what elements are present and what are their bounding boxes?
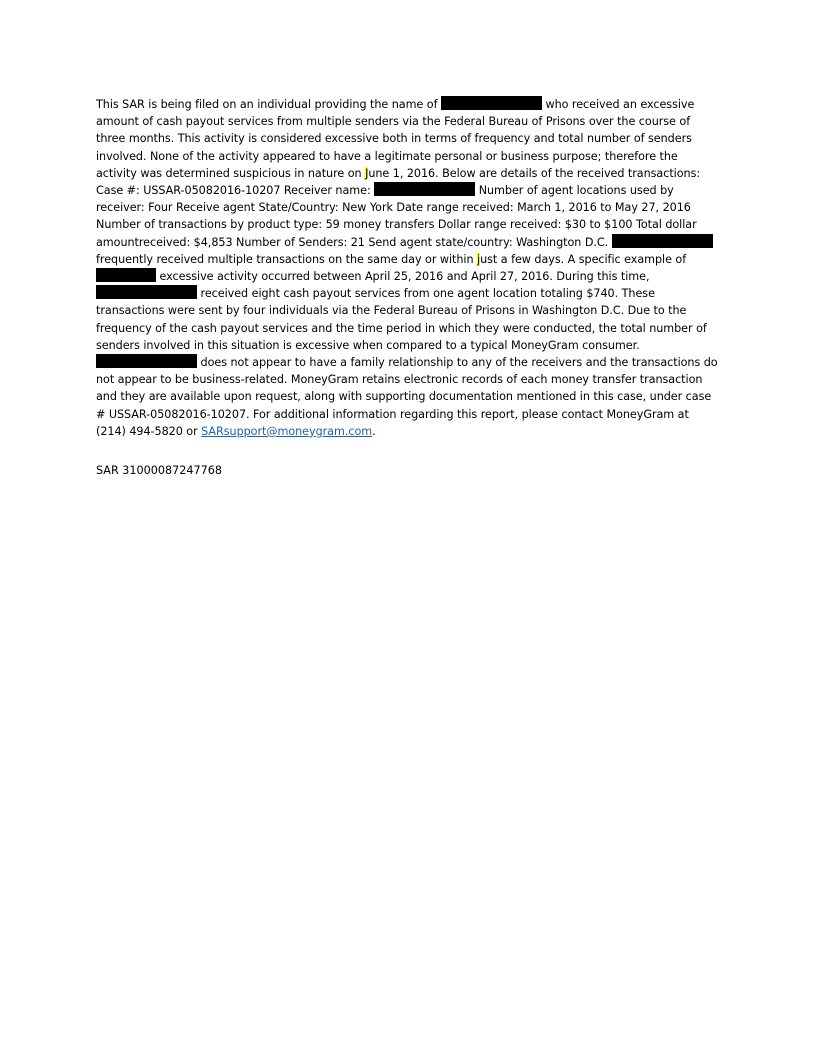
narrative-text-9: does not appear to have a family relationship to any of the receivers and the transactions do not appear to be business-related. MoneyGram retains electronic records of each money transfer transaction and they are available upon request, along with supporting documentation mentioned in this case, under case # USSAR-05082016-10207. For additional information regarding this report, please contact MoneyGram at (214) 494-5820 or	[96, 356, 718, 438]
email-link[interactable]: SARsupport@moneygram.com	[201, 424, 373, 438]
redaction-bar	[441, 96, 542, 110]
redaction-bar	[96, 285, 197, 299]
narrative-text-6: ust a few days. A specific example of	[480, 252, 687, 266]
redaction-bar	[96, 354, 197, 368]
narrative-text-8: received eight cash payout services from one agent location totaling $740. These transactions were sent by four individuals via the Federal Bureau of Prisons in Washington D.C. Due to the frequency of the cash payout services and the time period in which they were conducted, the total number of senders involved in this situation is excessive when compared to a typical MoneyGram consumer.	[96, 287, 707, 352]
narrative-text-7: excessive activity occurred between April 25, 2016 and April 27, 2016. During this time,	[159, 270, 650, 284]
narrative-text-3: une 1, 2016. Below are details of the received transactions: Case #: USSAR-05082016-10207 Receiver name:	[96, 166, 701, 198]
redaction-bar	[374, 182, 475, 196]
redaction-bar	[612, 234, 713, 248]
sar-narrative	[96, 96, 718, 440]
redaction-bar	[96, 268, 156, 282]
highlighted-letter: j	[477, 252, 481, 266]
highlighted-letter: J	[365, 166, 369, 180]
narrative-end: .	[372, 424, 376, 438]
narrative-text-1: This SAR is being filed on an individual providing the name of	[96, 98, 438, 111]
sar-number: SAR 31000087247768	[96, 464, 222, 477]
narrative-text-2: who received an excessive amount of cash payout services from multiple senders via the Federal Bureau of Prisons over the course of three months. This activity is considered excessive both in terms of frequency and total number of senders involved. None of the activity appeared to have a legitimate personal or business purpose; therefore the activity was determined suspicious in nature on	[96, 98, 695, 180]
narrative-text-4: Number of agent locations used by receiver: Four Receive agent State/Country: New York Date range received: March 1, 2016 to May 27, 2016 Number of transactions by product type: 59 money transfers Dollar range received: $30 to $100 Total dollar amountreceived: $4,853 Number of Senders: 21 Send agent state/country: Washington D.C.	[96, 184, 697, 249]
narrative-text-5: frequently received multiple transactions on the same day or within	[96, 252, 474, 266]
